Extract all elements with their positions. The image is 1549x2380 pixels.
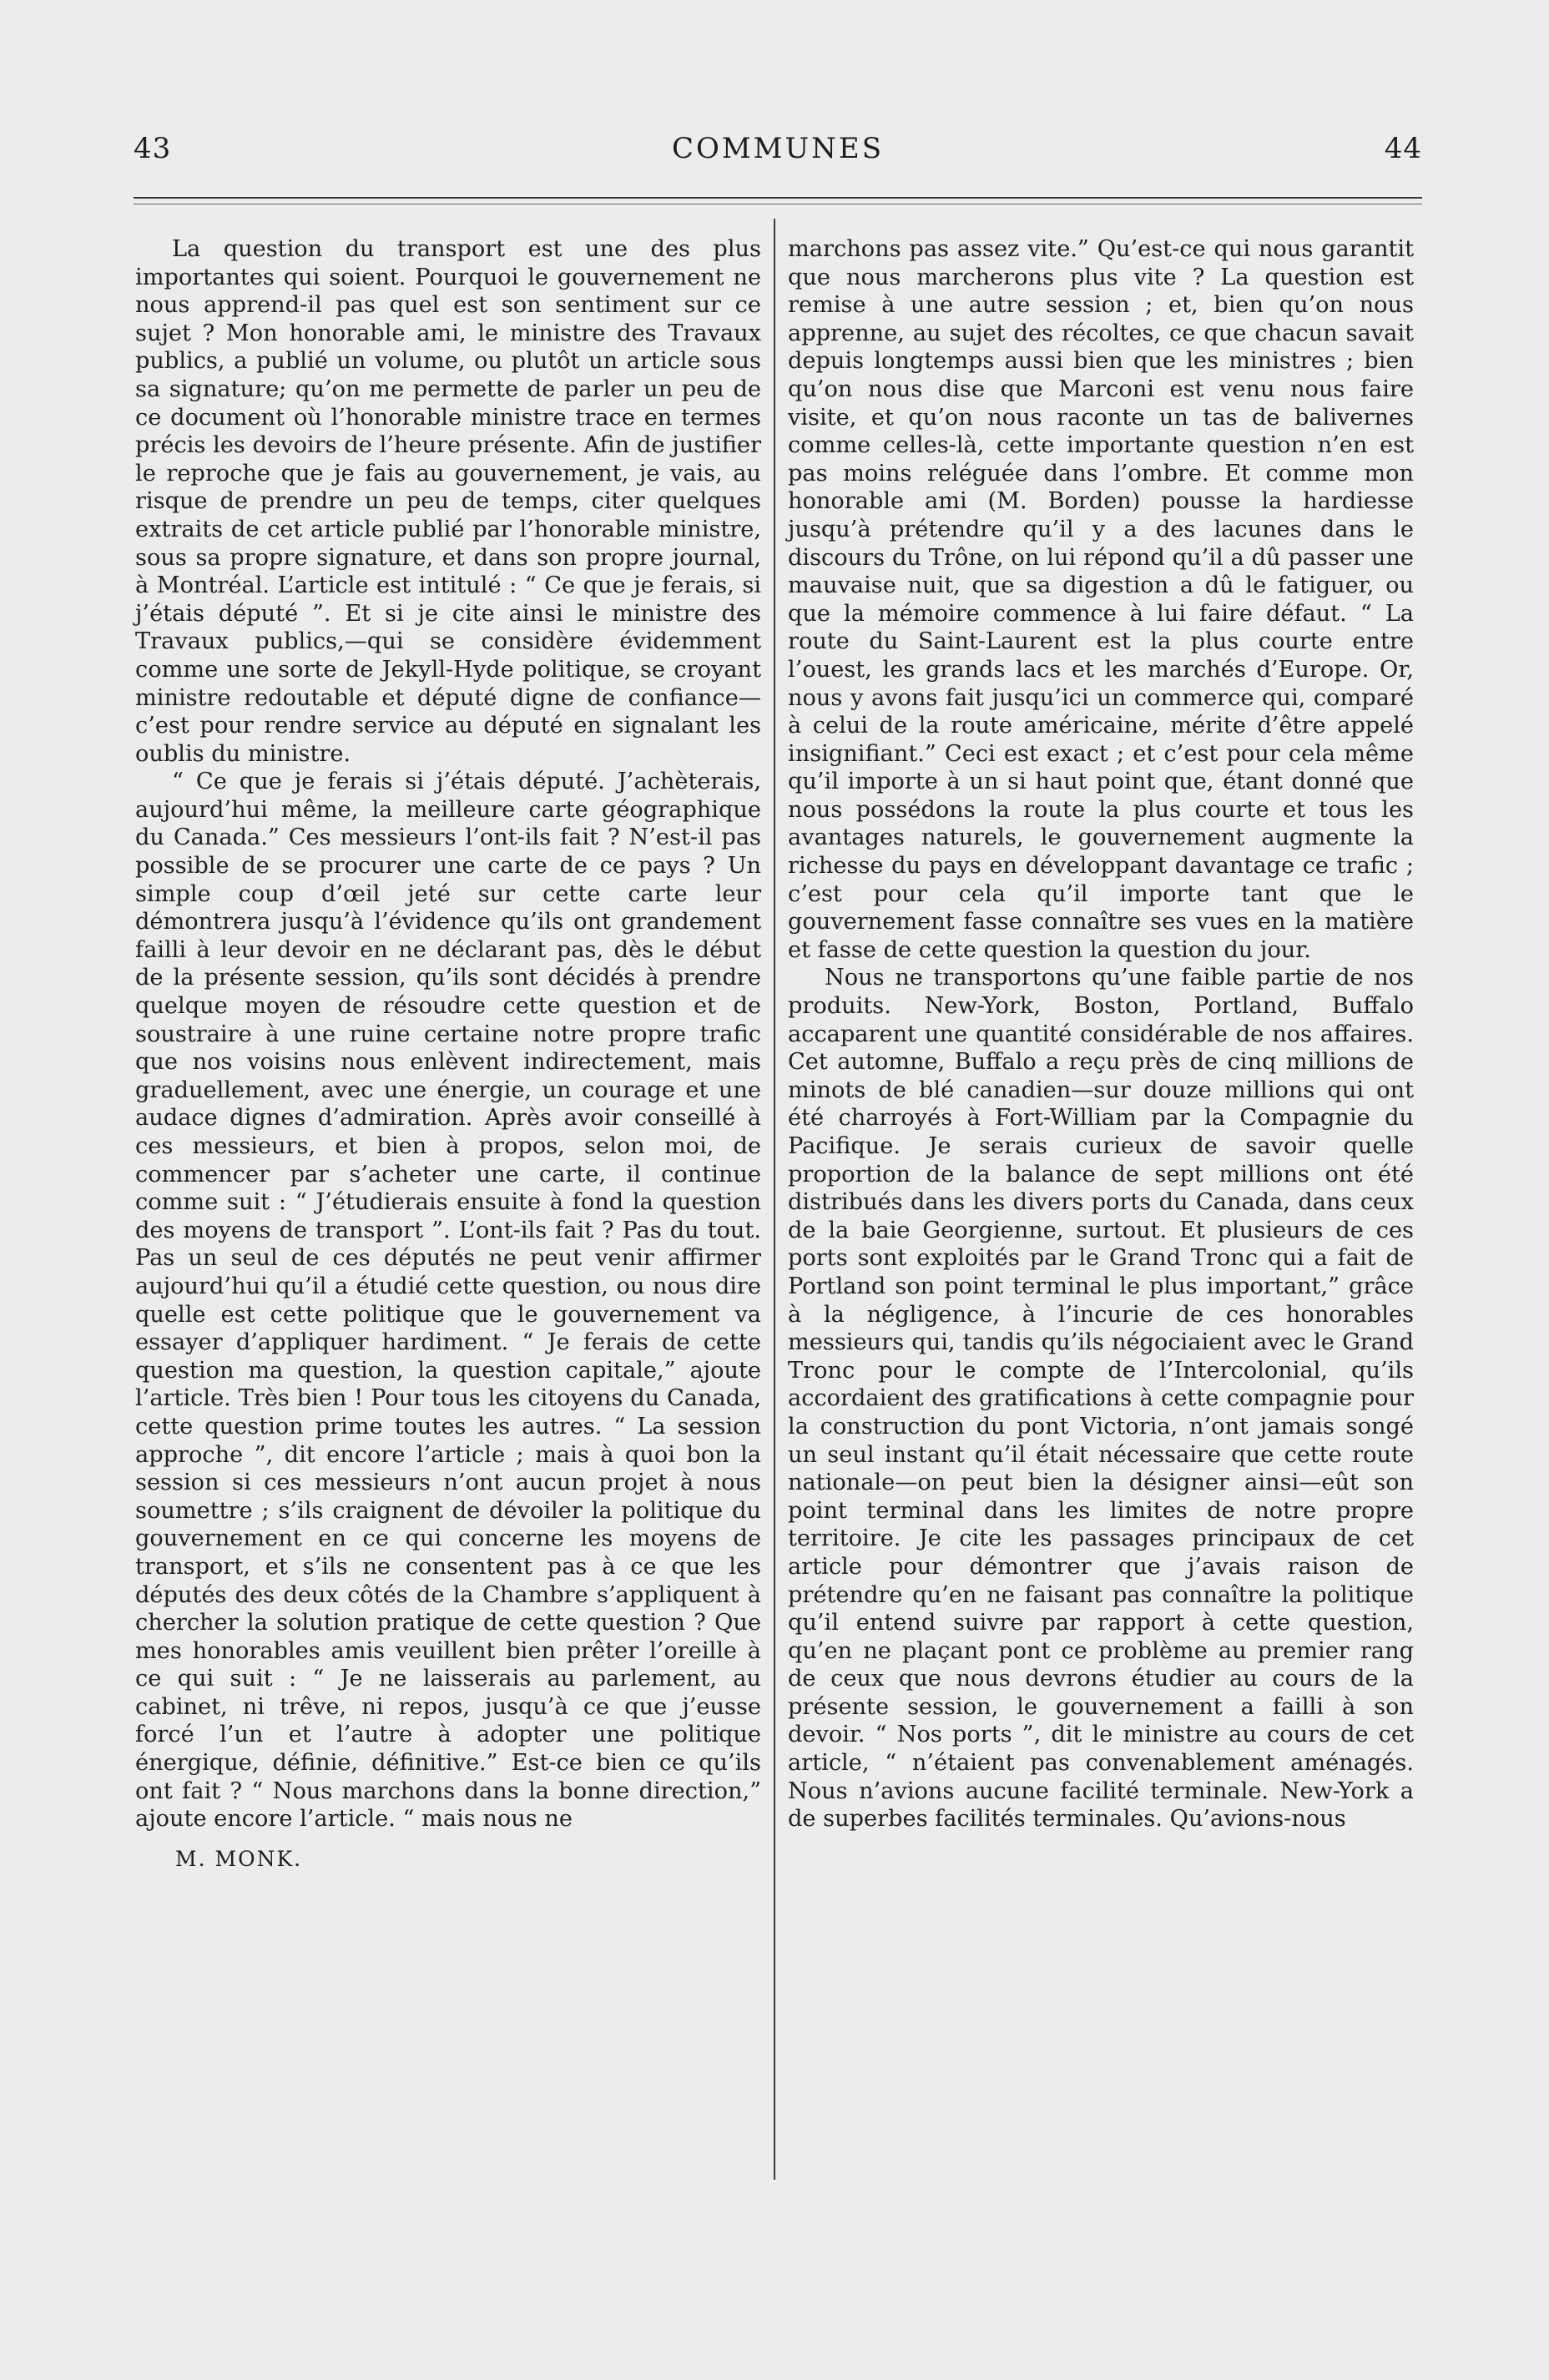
right-paragraph-2: Nous ne transportons qu’une faible partie de nos produits. New-York, Boston, Portland, Buffalo accaparent une quantité considérable de nos affaires. Cet automne, Buffalo a reçu près de cinq millions de minots de blé canadien—sur douze millions qui ont été charroyés à Fort-William par la Compagnie du Pacifique. Je serais curieux de savoir quelle proportion de la balance de sept millions ont été distribués dans les divers ports du Canada, dans ceux de la baie Georgienne, surtout. Et plusieurs de ces ports sont exploités par le Grand Tronc qui a fait de Portland son point terminal le plus important,” grâce à la négligence, à l’incurie de ces honorables messieurs qui, tandis qu’ils négociaient avec le Grand Tronc pour le compte de l’Intercolonial, qu’ils accordaient des gratifications à cette compagnie pour la construction du pont Victoria, n’ont jamais songé un seul instant qu’il était nécessaire que cette route nationale—on peut bien la désigner ainsi—eût son point terminal dans les limites de notre propre territoire. Je cite les passages principaux de cet article pour démontrer que j’avais raison de prétendre qu’en ne faisant pas connaître la politique qu’il entend suivre par rapport à cette question, qu’en ne plaçant pont ce problème au premier rang de ceux que nous devrons étudier au cours de la présente session, le gouvernement a failli à son devoir. “ Nos ports ”, dit le ministre au cours de cet article, “ n’étaient pas convenablement aménagés. Nous n’avions aucune facilité terminale. New-York a de superbes facilités terminales. Qu’avions-nous	[788, 965, 1414, 1833]
speaker-signature: M. MONK.	[175, 1846, 303, 1871]
running-header	[134, 132, 1422, 182]
header-rule	[134, 197, 1422, 199]
right-page-number: 44	[1384, 132, 1422, 165]
left-paragraph-2: “ Ce que je ferais si j’étais député. J’achèterais, aujourd’hui même, la meilleure carte géographique du Canada.” Ces messieurs l’ont-ils fait ? N’est-il pas possible de se procurer une carte de ce pays ? Un simple coup d’œil jeté sur cette carte leur démontrera jusqu’à l’évidence qu’ils ont grandement failli à leur devoir en ne déclarant pas, dès le début de la présente session, qu’ils sont décidés à prendre quelque moyen de résoudre cette question et de soustraire à une ruine certaine notre propre trafic que nos voisins nous enlèvent indirectement, mais graduellement, avec une énergie, un courage et une audace dignes d’admiration. Après avoir conseillé à ces messieurs, et bien à propos, selon moi, de commencer par s’acheter une carte, il continue comme suit : “ J’étudierais ensuite à fond la question des moyens de transport ”. L’ont-ils fait ? Pas du tout. Pas un seul de ces députés ne peut venir affirmer aujourd’hui qu’il a étudié cette question, ou nous dire quelle est cette politique que le gouvernement va essayer d’appliquer hardiment. “ Je ferais de cette question ma question, la question capitale,” ajoute l’article. Très bien ! Pour tous les citoyens du Canada, cette question prime toutes les autres. “ La session approche ”, dit encore l’article ; mais à quoi bon la session si ces messieurs n’ont aucun projet à nous soumettre ; s’ils craignent de dévoiler la politique du gouvernement en ce qui concerne les moyens de transport, et s’ils ne consentent pas à ce que les députés des deux côtés de la Chambre s’appliquent à chercher la solution pratique de cette question ? Que mes honorables amis veuillent bien prêter l’oreille à ce qui suit : “ Je ne laisserais au parlement, au cabinet, ni trêve, ni repos, jusqu’à ce que j’eusse forcé l’un et l’autre à adopter une politique énergique, définie, définitive.” Est-ce bien ce qu’ils ont fait ? “ Nous marchons dans la bonne direction,” ajoute encore l’article. “ mais nous ne	[135, 769, 761, 1833]
right-paragraph-1: marchons pas assez vite.” Qu’est-ce qui nous garantit que nous marcherons plus vite ? La question est remise à une autre session ; et, bien qu’on nous apprenne, au sujet des récoltes, ce que chacun savait depuis longtemps aussi bien que les ministres ; bien qu’on nous dise que Marconi est venu nous faire visite, et qu’on nous raconte un tas de balivernes comme celles-là, cette importante question n’en est pas moins reléguée dans l’ombre. Et comme mon honorable ami (M. Borden) pousse la hardiesse jusqu’à prétendre qu’il y a des lacunes dans le discours du Trône, on lui répond qu’il a dû passer une mauvaise nuit, que sa digestion a dû le fatiguer, ou que la mémoire commence à lui faire défaut. “ La route du Saint-Laurent est la plus courte entre l’ouest, les grands lacs et les marchés d’Europe. Or, nous y avons fait jusqu’ici un commerce qui, comparé à celui de la route américaine, mérite d’être appelé insignifiant.” Ceci est exact ; et c’est pour cela même qu’il importe à un si haut point que, étant donné que nous possédons la route la plus courte et tous les avantages naturels, le gouvernement augmente la richesse du pays en développant davantage ce trafic ; c’est pour cela qu’il importe tant que le gouvernement fasse connaître ses vues en la matière et fasse de cette question la question du jour.	[788, 236, 1414, 963]
right-column	[788, 235, 1414, 1833]
column-divider	[774, 219, 775, 2180]
running-title: COMMUNES	[671, 132, 885, 165]
left-paragraph-1: La question du transport est une des plus importantes qui soient. Pourquoi le gouvernement ne nous apprend-il pas quel est son sentiment sur ce sujet ? Mon honorable ami, le ministre des Travaux publics, a publié un volume, ou plutôt un article sous sa signature; qu’on me permette de parler un peu de ce document où l’honorable ministre trace en termes précis les devoirs de l’heure présente. Afin de justifier le reproche que je fais au gouvernement, je vais, au risque de prendre un peu de temps, citer quelques extraits de cet article publié par l’honorable ministre, sous sa propre signature, et dans son propre journal, à Montréal. L’article est intitulé : “ Ce que je ferais, si j’étais député ”. Et si je cite ainsi le ministre des Travaux publics,—qui se considère évidemment comme une sorte de Jekyll-Hyde politique, se croyant ministre redoutable et député digne de confiance—c’est pour rendre service au député en signalant les oublis du ministre.	[135, 236, 761, 767]
left-column	[135, 235, 761, 1873]
left-page-number: 43	[134, 132, 172, 165]
